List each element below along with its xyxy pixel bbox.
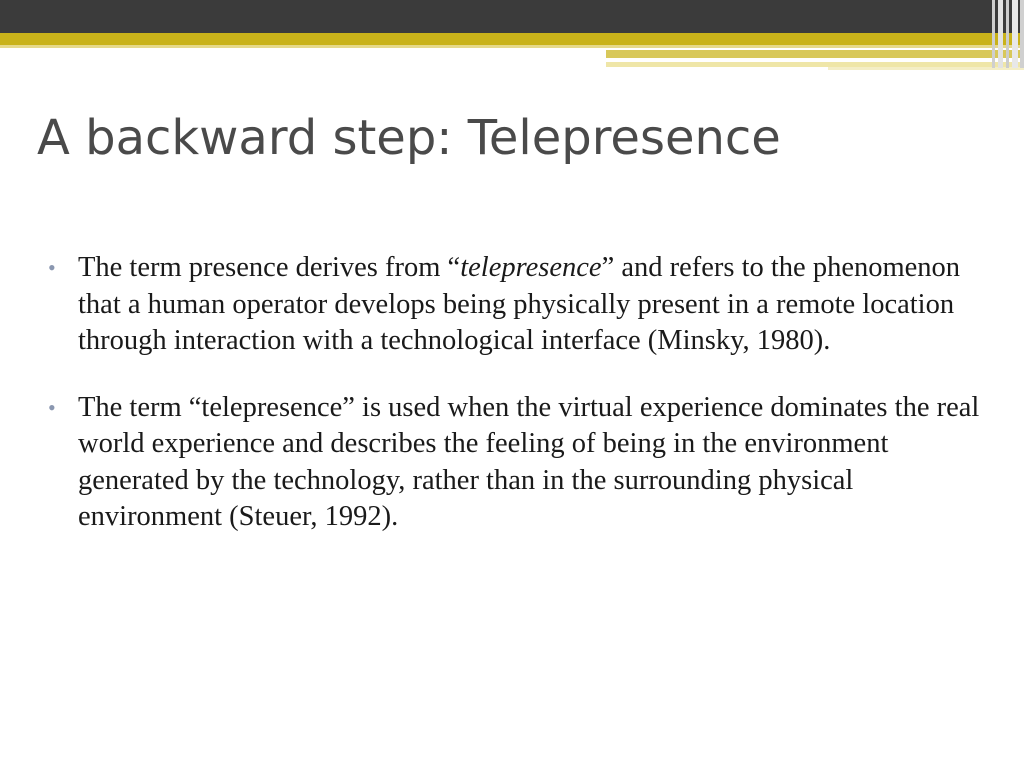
slide-title: A backward step: Telepresence: [37, 110, 781, 166]
header-stripe: [1012, 0, 1018, 68]
header-accent-line: [606, 58, 948, 60]
header-gold-band: [0, 33, 1024, 45]
header-stripe: [1020, 0, 1024, 68]
bullet-text-end: ” and refers to the phenomenon that a human operator develops being physically present in a remote location through interaction with a technological interface (Minsky, 1980).: [78, 252, 961, 356]
bullet-item: [48, 390, 993, 536]
bullet-emphasis: telepresence: [460, 252, 602, 283]
bullet-text: The term “telepresence” is used when the virtual experience dominates the real world experience and describes the feeling of being in the environment generated by the technology, rather than in the surrounding physical environment (Steuer, 1992).: [78, 391, 980, 532]
bullet-item: [48, 250, 993, 360]
header-stripe: [992, 0, 995, 68]
header-stripe: [1006, 0, 1009, 68]
bullet-list: [48, 250, 993, 566]
header-accent-line: [606, 50, 1024, 58]
header-dark-band: [0, 0, 1024, 33]
header-stripe: [998, 0, 1003, 68]
bullet-dot-icon: •: [48, 255, 56, 280]
bullet-text-start: The term presence derives from “: [78, 252, 461, 283]
header-gold-light-band: [0, 45, 1024, 48]
bullet-dot-icon: •: [48, 394, 56, 420]
